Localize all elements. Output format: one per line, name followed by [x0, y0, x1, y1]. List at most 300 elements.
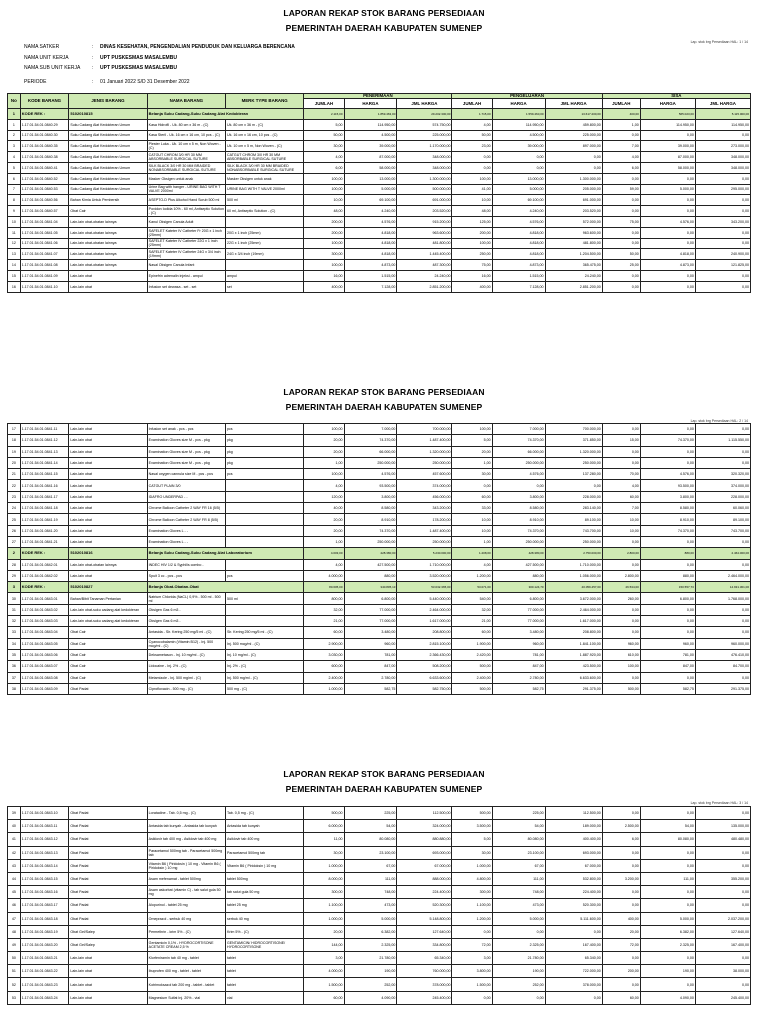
- received-price: 74.370,00: [344, 435, 397, 446]
- row-number: 39: [8, 807, 21, 820]
- item-code: 1.17.01.54.01.0840.56: [20, 195, 69, 206]
- item-name: Urine Bag with hanger - URINE BAG WITH T VALVE 2000ml: [147, 184, 225, 195]
- balance-qty: 2.800,00: [602, 570, 640, 581]
- balance-price: 54,00: [640, 820, 695, 833]
- received-price: 8.910,00: [344, 514, 397, 525]
- stock-table-page-1: [7, 93, 751, 293]
- issued-qty: 30,00: [452, 846, 492, 859]
- item-name: ASEPTO-D Plus Alkohol Hand Scrub 500 ml: [147, 195, 225, 206]
- received-total: 53.032.365,00: [397, 582, 452, 593]
- item-type: Suku Cadang Alat Kedokteran Umum: [69, 141, 147, 152]
- balance-total: 114.950,00: [695, 119, 750, 130]
- received-total: 374.000,00: [397, 480, 452, 491]
- item-name: Alopurinol - tablet 25 mg: [147, 899, 225, 912]
- item-code: 1.17.01.54.01.0843.18: [20, 912, 69, 925]
- issued-price: 4.873,00: [492, 260, 545, 271]
- balance-price: 0,00: [640, 559, 695, 570]
- item-name: CATGUT CHROM 3/0 HR 30 MM ABSORBABLE SURGICAL SUTURE: [147, 152, 225, 163]
- item-name: Permethrin - krim 5% - (C): [147, 925, 225, 938]
- received-total: 250.000,00: [397, 457, 452, 468]
- issued-price: 0,00: [492, 991, 545, 1004]
- item-brand: pcs: [225, 424, 303, 435]
- balance-qty: 2.500,00: [602, 820, 640, 833]
- item-name: Vitamin B6 ( Piridoksin ) 10 mg - Vitamin B6 ( Piridoksin ) 10 mg: [147, 859, 225, 872]
- item-brand: pkg: [225, 435, 303, 446]
- item-brand: tablet 500mg: [225, 872, 303, 885]
- report-title: LAPORAN REKAP STOK BARANG PERSEDIAAN: [283, 387, 485, 397]
- item-code: 1.17.01.54.01.0843.15: [20, 872, 69, 885]
- table-row: [8, 141, 751, 152]
- table-row: [8, 991, 751, 1004]
- received-qty: 1.000,00: [304, 683, 344, 694]
- balance-qty: 26.534,00: [602, 582, 640, 593]
- balance-total: 1.115.550,00: [695, 435, 750, 446]
- col-merk-header: MERK TYPE BARANG: [225, 94, 303, 109]
- issued-qty: 4,00: [452, 119, 492, 130]
- item-brand: [225, 503, 303, 514]
- table-row: [8, 446, 751, 457]
- issued-qty: 1.000,00: [452, 859, 492, 872]
- item-type: Lain-lain obat: [69, 525, 147, 536]
- item-name: Kasa Steril - Uk. 16 cm x 16 cm, 10 pcs - (C): [147, 130, 225, 141]
- balance-qty: 4,00: [602, 152, 640, 163]
- item-brand: [225, 616, 303, 627]
- received-price: 4.500,00: [344, 130, 397, 141]
- item-type: 5102010815: [69, 109, 147, 120]
- item-code: KODE REK :: [20, 548, 69, 559]
- issued-price: 4.500,00: [492, 130, 545, 141]
- balance-qty: 0,00: [602, 227, 640, 238]
- received-qty: 800,00: [304, 593, 344, 604]
- row-number: 24: [8, 503, 21, 514]
- issued-qty: 0,00: [452, 162, 492, 173]
- row-number: 17: [8, 424, 21, 435]
- issued-total: 897.000,00: [545, 141, 602, 152]
- balance-price: 0,00: [640, 238, 695, 249]
- item-type: Obat Gel/Salep: [69, 938, 147, 951]
- balance-qty: 15,00: [602, 435, 640, 446]
- item-type: Lain-lain obat: [69, 514, 147, 525]
- issued-qty: 20,00: [452, 446, 492, 457]
- table-row: [8, 616, 751, 627]
- received-total: 343.200,00: [397, 503, 452, 514]
- issued-price: 250.000,00: [492, 536, 545, 547]
- balance-total: 0,00: [695, 457, 750, 468]
- balance-total: 0,00: [695, 616, 750, 627]
- received-price: 880,00: [344, 570, 397, 581]
- received-total: 500.000,00: [397, 184, 452, 195]
- received-qty: 10,00: [304, 195, 344, 206]
- info-row: [24, 53, 295, 64]
- item-brand: tablet 25 mg: [225, 899, 303, 912]
- item-type: Obat Padat: [69, 912, 147, 925]
- item-brand: Sir. Kering 250 mg/5 ml - (C): [225, 627, 303, 638]
- item-code: 1.17.01.54.01.0841.17: [20, 491, 69, 502]
- balance-qty: 75,00: [602, 216, 640, 227]
- row-number: 26: [8, 525, 21, 536]
- row-number: 33: [8, 627, 21, 638]
- balance-total: 2.464.000,00: [695, 570, 750, 581]
- item-type: Obat Padat: [69, 859, 147, 872]
- issued-qty: 53.071,00: [452, 582, 492, 593]
- issued-price: 4.818,00: [492, 227, 545, 238]
- balance-total: 2.037.200,00: [695, 912, 750, 925]
- received-total: 1.170.000,00: [397, 141, 452, 152]
- received-price: 252,00: [344, 978, 397, 991]
- balance-price: 0,00: [640, 446, 695, 457]
- issued-price: 114.950,00: [492, 119, 545, 130]
- balance-qty: 6,00: [602, 833, 640, 846]
- received-qty: 3,00: [304, 952, 344, 965]
- item-code: 1.17.01.54.01.0841.18: [20, 503, 69, 514]
- item-type: Lain-lain obat-obatan lainnya: [69, 238, 147, 249]
- table-row: [8, 912, 751, 925]
- issued-total: 2.851.200,00: [545, 281, 602, 292]
- table-row: [8, 859, 751, 872]
- item-brand: [225, 559, 303, 570]
- received-total: 1.445.400,00: [397, 249, 452, 260]
- item-code: 1.17.01.54.01.0843.09: [20, 683, 69, 694]
- table-row: [8, 965, 751, 978]
- received-total: 65.340,00: [397, 952, 452, 965]
- item-code: KODE REK :: [20, 109, 69, 120]
- item-brand: 60 ml, Antiseptic Solution - (C): [225, 206, 303, 217]
- issued-total: 722.000,00: [545, 965, 602, 978]
- received-price: 4.818,00: [344, 227, 397, 238]
- item-type: Lain-lain obat: [69, 491, 147, 502]
- received-qty: 300,00: [304, 249, 344, 260]
- info-value: UPT PUSKESMAS MASALEMBU: [100, 54, 177, 61]
- issued-price: 5.000,00: [492, 184, 545, 195]
- issued-total: 112.500,00: [545, 807, 602, 820]
- item-name: Kanul Oksigen Canula Adult: [147, 216, 225, 227]
- received-qty: 200,00: [304, 216, 344, 227]
- issued-price: 190,00: [492, 965, 545, 978]
- balance-qty: 0,00: [602, 446, 640, 457]
- received-price: 582,75: [344, 683, 397, 694]
- issued-qty: 500,00: [452, 661, 492, 672]
- received-qty: 5,00: [304, 119, 344, 130]
- received-qty: 80.605,00: [304, 582, 344, 593]
- group-row: [8, 548, 751, 559]
- issued-qty: 10,00: [452, 195, 492, 206]
- issued-qty: 300,00: [452, 886, 492, 899]
- item-brand: 22G x 1 inch (25mm): [225, 238, 303, 249]
- balance-qty: 0,00: [602, 130, 640, 141]
- item-name: Ciprofloxacin - 500 mg - (C): [147, 683, 225, 694]
- item-name: Examination Gloves L - -: [147, 536, 225, 547]
- row-number: 9: [8, 206, 21, 217]
- balance-total: 245.400,00: [695, 991, 750, 1004]
- item-type: Obat Padat: [69, 820, 147, 833]
- row-number: 36: [8, 661, 21, 672]
- balance-total: 476.410,00: [695, 649, 750, 660]
- item-code: 1.17.01.54.01.0841.14: [20, 457, 69, 468]
- received-qty: 100,00: [304, 238, 344, 249]
- balance-total: 0,00: [695, 424, 750, 435]
- balance-qty: 0,00: [602, 627, 640, 638]
- issued-qty: 60,00: [452, 491, 492, 502]
- item-brand: Paracetamol 500mg tab: [225, 846, 303, 859]
- issued-qty: 100,00: [452, 238, 492, 249]
- item-name: Infusion set anak - pcs - pcs: [147, 424, 225, 435]
- info-colon: :: [92, 78, 94, 85]
- item-brand: [225, 216, 303, 227]
- received-qty: 20,00: [304, 514, 344, 525]
- issued-total: 378.000,00: [545, 978, 602, 991]
- table-row: [8, 627, 751, 638]
- issued-price: 252,00: [492, 978, 545, 991]
- received-price: 58.000,00: [344, 162, 397, 173]
- received-price: 7.128,00: [344, 281, 397, 292]
- issued-total: 89.100,00: [545, 514, 602, 525]
- received-qty: 50,00: [304, 130, 344, 141]
- issued-total: 2.750.000,00: [545, 548, 602, 559]
- balance-total: 348.000,00: [695, 152, 750, 163]
- balance-qty: 2.800,00: [602, 548, 640, 559]
- received-total: 2.464.000,00: [397, 604, 452, 615]
- received-total: 481.800,00: [397, 238, 452, 249]
- issued-qty: 125,00: [452, 216, 492, 227]
- balance-total: 0,00: [695, 238, 750, 249]
- item-type: Suku Cadang Alat Kedokteran Umum: [69, 173, 147, 184]
- received-price: 74.370,00: [344, 525, 397, 536]
- info-label: NAMA SATKER: [24, 44, 60, 50]
- item-brand: ampul: [225, 270, 303, 281]
- info-row: [24, 77, 295, 88]
- jumlah-header: JUMLAH: [452, 99, 492, 109]
- received-qty: 2.900,00: [304, 638, 344, 649]
- issued-qty: 250,00: [452, 249, 492, 260]
- received-price: 7.000,00: [344, 424, 397, 435]
- issued-price: 3.800,00: [492, 491, 545, 502]
- row-number: 44: [8, 872, 21, 885]
- issued-qty: 3,00: [452, 952, 492, 965]
- item-type: Lain-lain obat: [69, 435, 147, 446]
- issued-total: 572.000,00: [545, 216, 602, 227]
- issued-total: 0,00: [545, 162, 602, 173]
- issued-price: 0,00: [492, 480, 545, 491]
- balance-qty: 100,00: [602, 661, 640, 672]
- received-qty: 1.500,00: [304, 978, 344, 991]
- issued-qty: 500,00: [452, 683, 492, 694]
- issued-price: 2.325,00: [492, 938, 545, 951]
- item-brand: GENTAMICIN/ HIDROCORTISONE/ HYDROCORTISONE: [225, 938, 303, 951]
- table-row: [8, 119, 751, 130]
- item-code: 1.17.01.54.01.0843.11: [20, 820, 69, 833]
- balance-total: 0,00: [695, 859, 750, 872]
- item-name: Chrome Balloon Catheter 2 WAY FR 8 (5/5): [147, 514, 225, 525]
- received-qty: 20,00: [304, 446, 344, 457]
- balance-price: 880,00: [640, 548, 695, 559]
- issued-qty: 400,00: [452, 281, 492, 292]
- balance-price: 4.576,00: [640, 469, 695, 480]
- item-code: 1.17.01.54.01.0841.05: [20, 227, 69, 238]
- report-title: LAPORAN REKAP STOK BARANG PERSEDIAAN: [283, 8, 485, 18]
- issued-total: 743.700,00: [545, 525, 602, 536]
- received-price: 5.000,00: [344, 912, 397, 925]
- balance-total: 374.000,00: [695, 480, 750, 491]
- item-type: Lain-lain obat: [69, 570, 147, 581]
- balance-price: 2.325,00: [640, 938, 695, 951]
- received-price: 2.325,00: [344, 938, 397, 951]
- received-qty: 20,00: [304, 435, 344, 446]
- row-number: 32: [8, 616, 21, 627]
- balance-qty: 7,00: [602, 141, 640, 152]
- received-total: 693.000,00: [397, 846, 452, 859]
- table-row: [8, 593, 751, 604]
- item-type: Suku Cadang Alat Kedokteran Umum: [69, 152, 147, 163]
- item-type: Lain-lain obat: [69, 424, 147, 435]
- item-brand: Asiklovir tab 400 mg: [225, 833, 303, 846]
- issued-qty: 0,00: [452, 991, 492, 1004]
- page-meta: Lap. stok brg Persediaan HAL: 3 / 14: [690, 801, 748, 805]
- issued-qty: 10,00: [452, 525, 492, 536]
- balance-qty: 0,00: [602, 672, 640, 683]
- issued-qty: 10,00: [452, 514, 492, 525]
- item-name: Natrium Chlorida (NaCL) 0,9% - 500 ml - 500 ml: [147, 593, 225, 604]
- account-name: Belanja Suku Cadang-Suku Cadang Alat Laboratorium: [147, 548, 304, 559]
- balance-qty: 0,00: [602, 536, 640, 547]
- item-brand: [225, 491, 303, 502]
- col-jenis-header: JENIS BARANG: [69, 94, 147, 109]
- item-brand: pkg: [225, 446, 303, 457]
- item-code: 1.17.01.54.01.0843.07: [20, 661, 69, 672]
- stock-table-page-3: [7, 806, 751, 1005]
- issued-price: 6.800,00: [492, 593, 545, 604]
- balance-price: 74.370,00: [640, 435, 695, 446]
- item-type: Lain-lain obat-suku cadang alat kedokteran: [69, 616, 147, 627]
- received-qty: 11,00: [304, 833, 344, 846]
- item-name: Spuit 3 cc - pcs - pcs: [147, 570, 225, 581]
- balance-qty: 0,00: [602, 195, 640, 206]
- issued-total: 137.280,00: [545, 469, 602, 480]
- item-code: 1.17.01.54.01.0843.23: [20, 978, 69, 991]
- info-colon: :: [92, 65, 94, 71]
- row-number: 42: [8, 846, 21, 859]
- item-brand: pcs: [225, 469, 303, 480]
- table-row: [8, 638, 751, 649]
- table-row: [8, 820, 751, 833]
- received-total: 224.400,00: [397, 886, 452, 899]
- item-code: 1.17.01.54.01.0843.14: [20, 859, 69, 872]
- table-row: [8, 649, 751, 660]
- item-code: 1.17.01.54.01.0840.35: [20, 141, 69, 152]
- item-code: 1.17.01.54.01.0843.08: [20, 672, 69, 683]
- issued-total: 40.059.457,00: [545, 582, 602, 593]
- item-brand: 500 ml: [225, 593, 303, 604]
- received-qty: 16,00: [304, 270, 344, 281]
- item-type: 5102010827: [69, 582, 147, 593]
- received-price: 39.000,00: [344, 141, 397, 152]
- balance-price: 0,00: [640, 886, 695, 899]
- item-code: 1.17.01.54.01.0843.19: [20, 925, 69, 938]
- issued-total: 224.400,00: [545, 886, 602, 899]
- info-label: NAMA UNIT KERJA: [24, 54, 69, 61]
- item-type: Suku Cadang Alat Kedokteran Umum: [69, 130, 147, 141]
- received-total: 29.202.300,00: [397, 109, 452, 120]
- jumlah-header: JUMLAH: [602, 99, 640, 109]
- received-qty: 2.400,00: [304, 672, 344, 683]
- issued-price: 4.818,00: [492, 238, 545, 249]
- table-row: [8, 604, 751, 615]
- received-price: 781,00: [344, 649, 397, 660]
- item-type: Lain-lain obat-obatan lainnya: [69, 249, 147, 260]
- balance-price: 0,00: [640, 859, 695, 872]
- row-number: 10: [8, 216, 21, 227]
- received-total: 5.148.800,00: [397, 912, 452, 925]
- balance-qty: 0,00: [602, 173, 640, 184]
- received-price: 1.515,00: [344, 270, 397, 281]
- item-name: Oksigen Gas 6 m3 -: [147, 616, 225, 627]
- jumlah-header: JUMLAH: [304, 99, 344, 109]
- issued-qty: 60,00: [452, 627, 492, 638]
- item-code: 1.17.01.54.01.0840.38: [20, 152, 69, 163]
- balance-price: 4.873,00: [640, 260, 695, 271]
- balance-total: 5.115.000,00: [695, 109, 750, 120]
- row-number: 46: [8, 899, 21, 912]
- item-code: 1.17.01.54.01.0843.05: [20, 638, 69, 649]
- info-value: DINAS KESEHATAN, PENGENDALIAN PENDUDUK DAN KELUARGA BERENCANA: [100, 44, 295, 50]
- balance-total: 14.931.301,00: [695, 582, 750, 593]
- report-subtitle: PEMERINTAH DAERAH KABUPATEN SUMENEP: [285, 402, 483, 412]
- balance-total: 0,00: [695, 807, 750, 820]
- received-qty: 20,00: [304, 525, 344, 536]
- received-total: 67.000,00: [397, 859, 452, 872]
- issued-total: 1.710.000,00: [545, 559, 602, 570]
- item-code: 1.17.01.54.01.0841.09: [20, 270, 69, 281]
- report-subtitle: PEMERINTAH DAERAH KABUPATEN SUMENEP: [285, 784, 483, 794]
- balance-price: 111,00: [640, 872, 695, 885]
- issued-qty: 5,00: [452, 833, 492, 846]
- row-number: 27: [8, 536, 21, 547]
- received-qty: 100,00: [304, 260, 344, 271]
- issued-qty: 2.420,00: [452, 649, 492, 660]
- received-price: 473,00: [344, 899, 397, 912]
- item-name: Masker Oksigen untuk anak: [147, 173, 225, 184]
- issued-price: 4.576,00: [492, 216, 545, 227]
- col-nama-header: NAMA BARANG: [147, 94, 225, 109]
- item-type: Lain-lain obat: [69, 480, 147, 491]
- issued-price: 427.500,00: [492, 559, 545, 570]
- balance-total: 0,00: [695, 559, 750, 570]
- item-name: Plester Luka - Uk. 10 cm x 5 m, Non Woven - (C): [147, 141, 225, 152]
- table-row: [8, 130, 751, 141]
- row-number: 7: [8, 184, 21, 195]
- issued-qty: 100,00: [452, 173, 492, 184]
- page-meta: Lap. stok brg Persediaan HAL: 2 / 14: [690, 419, 748, 423]
- balance-total: 240.900,00: [695, 249, 750, 260]
- received-price: 4.240,00: [344, 206, 397, 217]
- issued-total: 532.800,00: [545, 872, 602, 885]
- item-name: Examination Gloves size M - pcs - pkg: [147, 457, 225, 468]
- balance-price: 0,00: [640, 616, 695, 627]
- table-row: [8, 424, 751, 435]
- received-total: 760.000,00: [397, 965, 452, 978]
- received-price: 77.000,00: [344, 604, 397, 615]
- issued-total: 423.500,00: [545, 661, 602, 672]
- table-row: [8, 525, 751, 536]
- issued-qty: 1,00: [452, 457, 492, 468]
- info-value: 01 Januari 2022 S/D 31 Desember 2022: [100, 78, 190, 85]
- issued-price: 880,00: [492, 570, 545, 581]
- item-type: Lain-lain obat: [69, 952, 147, 965]
- issued-total: 250.000,00: [545, 457, 602, 468]
- row-number: 12: [8, 238, 21, 249]
- received-price: 80.080,00: [344, 833, 397, 846]
- issued-price: 80.080,00: [492, 833, 545, 846]
- received-price: 69.100,00: [344, 195, 397, 206]
